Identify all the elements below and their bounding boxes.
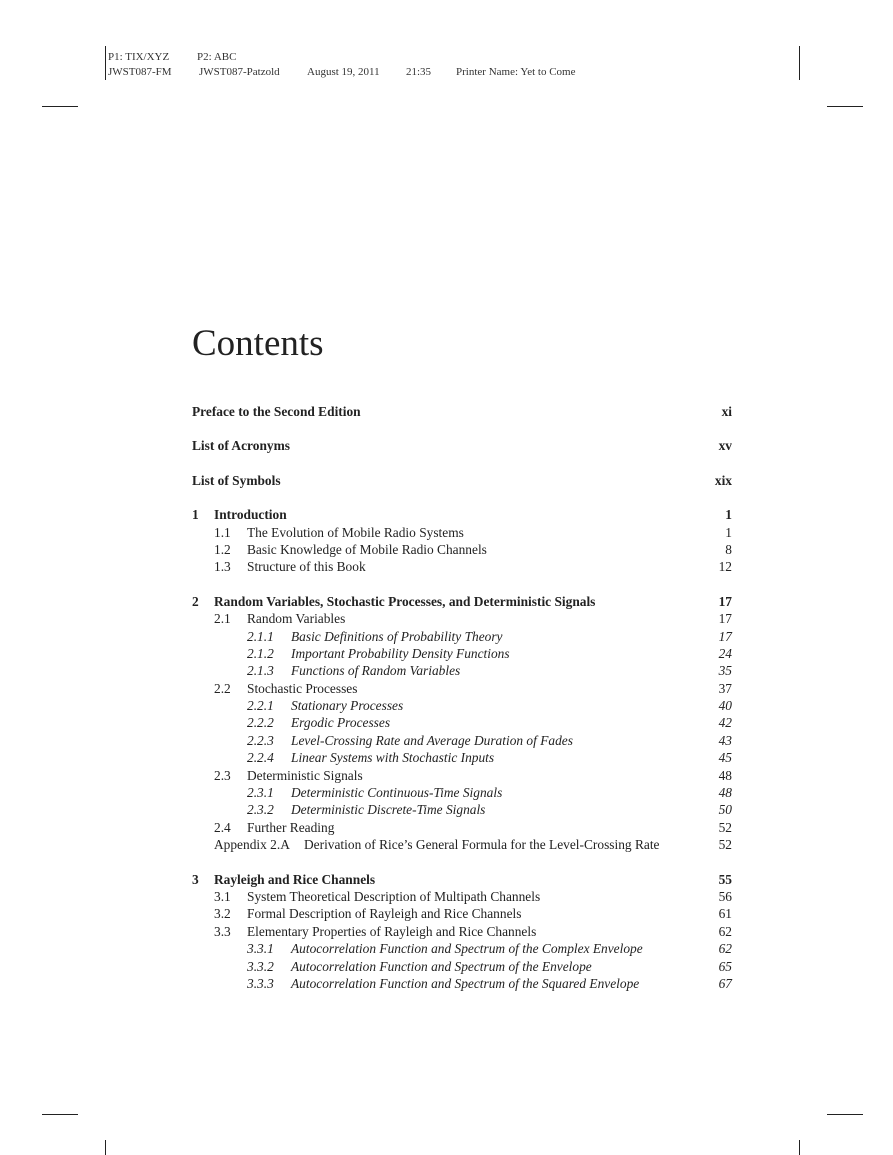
toc-subsection-number: 3.3.2 xyxy=(247,958,274,974)
toc-subsection-entry[interactable] xyxy=(192,697,732,714)
toc-entry-title: List of Symbols xyxy=(192,472,281,488)
toc-subsection-entry[interactable] xyxy=(192,958,732,975)
toc-chapter-number: 2 xyxy=(192,593,199,609)
toc-appendix-title: Derivation of Rice’s General Formula for the Level-Crossing Rate xyxy=(304,837,660,853)
toc-subsection-number: 2.3.1 xyxy=(247,785,274,801)
toc-subsection-title: Deterministic Discrete-Time Signals xyxy=(291,802,486,818)
toc-section-number: 3.3 xyxy=(214,923,231,939)
toc-page-number: 8 xyxy=(725,541,732,557)
toc-subsection-title: Level-Crossing Rate and Average Duration of Fades xyxy=(291,732,573,748)
toc-subsection-title: Autocorrelation Function and Spectrum of the Squared Envelope xyxy=(291,975,640,991)
crop-mark-bottom-left-v xyxy=(105,1140,106,1155)
print-header-row-2 xyxy=(108,65,575,80)
job-fm: JWST087-FM xyxy=(108,66,172,78)
toc-section-entry[interactable] xyxy=(192,558,732,575)
toc-page-number: 52 xyxy=(718,837,732,853)
crop-mark-top-left-h xyxy=(42,106,78,107)
toc-page-number: 1 xyxy=(725,524,732,540)
print-header-row-1 xyxy=(108,50,575,65)
toc-page-number: 48 xyxy=(718,767,732,783)
toc-section-number: 3.1 xyxy=(214,888,231,904)
toc-subsection-number: 2.2.1 xyxy=(247,698,274,714)
toc-page-number: 43 xyxy=(718,732,732,748)
toc-section-number: 2.2 xyxy=(214,680,231,696)
toc-subsection-title: Basic Definitions of Probability Theory xyxy=(291,628,503,644)
toc-section-title: Deterministic Signals xyxy=(247,767,363,783)
toc-entry-title: List of Acronyms xyxy=(192,438,290,454)
toc-subsection-title: Functions of Random Variables xyxy=(291,663,461,679)
crop-mark-bottom-left-h xyxy=(42,1114,78,1115)
toc-subsection-title: Important Probability Density Functions xyxy=(291,645,510,661)
toc-section-title: Stochastic Processes xyxy=(247,680,358,696)
crop-mark-top-right-h xyxy=(827,106,863,107)
toc-page-number: 48 xyxy=(718,785,732,801)
toc-section-entry[interactable] xyxy=(192,767,732,784)
toc-section-title: Elementary Properties of Rayleigh and Rice Channels xyxy=(247,923,537,939)
toc-subsection-number: 2.2.3 xyxy=(247,732,274,748)
toc-page-number: 17 xyxy=(718,628,732,644)
toc-subsection-number: 2.1.1 xyxy=(247,628,274,644)
toc-page-number: xi xyxy=(721,404,732,419)
toc-chapter-number: 3 xyxy=(192,871,199,887)
toc-section-entry[interactable] xyxy=(192,541,732,558)
toc-page-number: xix xyxy=(714,472,732,488)
toc-section-number: 2.4 xyxy=(214,819,231,835)
toc-subsection-entry[interactable] xyxy=(192,749,732,766)
toc-subsection-entry[interactable] xyxy=(192,645,732,662)
toc-subsection-entry[interactable] xyxy=(192,801,732,818)
toc-page-number: 67 xyxy=(718,975,732,991)
toc-chapter-title: Random Variables, Stochastic Processes, and Deterministic Signals xyxy=(214,593,596,609)
toc-subsection-number: 2.1.2 xyxy=(247,645,274,661)
printer-name: Printer Name: Yet to Come xyxy=(456,66,576,78)
print-date: August 19, 2011 xyxy=(307,66,380,78)
toc-subsection-title: Stationary Processes xyxy=(291,698,404,714)
toc-page-number: 1 xyxy=(725,507,732,523)
toc-subsection-title: Deterministic Continuous-Time Signals xyxy=(291,785,503,801)
toc-chapter-title: Rayleigh and Rice Channels xyxy=(214,871,376,887)
toc-front-entry[interactable] xyxy=(192,472,732,489)
toc-subsection-title: Autocorrelation Function and Spectrum of the Envelope xyxy=(291,958,592,974)
toc-subsection-number: 3.3.1 xyxy=(247,941,274,957)
toc-subsection-number: 2.3.2 xyxy=(247,802,274,818)
toc-section-number: 1.3 xyxy=(214,559,231,575)
toc-page-number: 65 xyxy=(718,958,732,974)
toc-section-entry[interactable] xyxy=(192,610,732,627)
toc-section-entry[interactable] xyxy=(192,888,732,905)
job-author: JWST087-Patzold xyxy=(199,66,280,78)
toc-section-number: 2.3 xyxy=(214,767,231,783)
proof-p1: P1: TIX/XYZ xyxy=(108,51,170,63)
table-of-contents xyxy=(192,403,732,992)
toc-subsection-entry[interactable] xyxy=(192,784,732,801)
toc-page-number: 12 xyxy=(718,559,732,575)
toc-section-number: 1.2 xyxy=(214,541,231,557)
toc-subsection-entry[interactable] xyxy=(192,714,732,731)
toc-section-title: Formal Description of Rayleigh and Rice Channels xyxy=(247,906,522,922)
crop-mark-top-left-v xyxy=(105,46,106,80)
toc-chapter-entry[interactable] xyxy=(192,506,732,523)
toc-section-number: 3.2 xyxy=(214,906,231,922)
toc-section-title: System Theoretical Description of Multipath Channels xyxy=(247,888,541,904)
toc-subsection-entry[interactable] xyxy=(192,975,732,992)
proof-p2: P2: ABC xyxy=(197,51,237,63)
toc-section-title: The Evolution of Mobile Radio Systems xyxy=(247,524,464,540)
toc-page-number: 56 xyxy=(718,888,732,904)
toc-page-number: 62 xyxy=(718,923,732,939)
toc-page-number: 24 xyxy=(718,645,732,661)
toc-subsection-entry[interactable] xyxy=(192,940,732,957)
toc-section-entry[interactable] xyxy=(192,524,732,541)
toc-section-number: 2.1 xyxy=(214,611,231,627)
toc-page-number: 17 xyxy=(718,593,732,609)
toc-section-title: Further Reading xyxy=(247,819,335,835)
toc-section-number: 1.1 xyxy=(214,524,231,540)
toc-front-entry[interactable] xyxy=(192,403,732,420)
toc-page-number: 55 xyxy=(718,871,732,887)
toc-page-number: 37 xyxy=(718,680,732,696)
toc-section-entry[interactable] xyxy=(192,819,732,836)
print-time: 21:35 xyxy=(406,66,432,78)
toc-chapter-entry[interactable] xyxy=(192,871,732,888)
toc-subsection-title: Autocorrelation Function and Spectrum of the Complex Envelope xyxy=(291,941,643,957)
toc-page-number: 52 xyxy=(718,819,732,835)
toc-appendix-entry[interactable] xyxy=(192,836,732,853)
crop-mark-top-right-v xyxy=(799,46,800,80)
toc-section-entry[interactable] xyxy=(192,680,732,697)
toc-subsection-entry[interactable] xyxy=(192,732,732,749)
page-title: Contents xyxy=(192,323,324,364)
toc-page-number: 62 xyxy=(718,941,732,957)
toc-front-entry[interactable] xyxy=(192,437,732,454)
crop-mark-bottom-right-h xyxy=(827,1114,863,1115)
crop-mark-bottom-right-v xyxy=(799,1140,800,1155)
toc-page-number: 35 xyxy=(718,663,732,679)
print-header xyxy=(108,50,575,80)
toc-section-title: Basic Knowledge of Mobile Radio Channels xyxy=(247,541,487,557)
toc-chapter-number: 1 xyxy=(192,507,199,523)
toc-appendix-number: Appendix 2.A xyxy=(214,837,290,853)
toc-section-entry[interactable] xyxy=(192,923,732,940)
toc-page-number: 61 xyxy=(718,906,732,922)
toc-page-number: 17 xyxy=(718,611,732,627)
toc-page-number: 42 xyxy=(718,715,732,731)
toc-page-number: xv xyxy=(718,438,732,454)
toc-subsection-entry[interactable] xyxy=(192,662,732,679)
toc-page-number: 50 xyxy=(718,802,732,818)
toc-chapter-entry[interactable] xyxy=(192,593,732,610)
toc-page-number: 45 xyxy=(718,750,732,766)
toc-subsection-number: 3.3.3 xyxy=(247,975,274,991)
toc-page-number: 40 xyxy=(718,698,732,714)
toc-section-title: Structure of this Book xyxy=(247,559,366,575)
toc-subsection-entry[interactable] xyxy=(192,628,732,645)
toc-entry-title: Preface to the Second Edition xyxy=(192,404,361,419)
toc-subsection-number: 2.1.3 xyxy=(247,663,274,679)
toc-subsection-number: 2.2.2 xyxy=(247,715,274,731)
toc-subsection-number: 2.2.4 xyxy=(247,750,274,766)
toc-section-title: Random Variables xyxy=(247,611,346,627)
toc-section-entry[interactable] xyxy=(192,905,732,922)
toc-subsection-title: Linear Systems with Stochastic Inputs xyxy=(291,750,495,766)
toc-subsection-title: Ergodic Processes xyxy=(291,715,391,731)
toc-chapter-title: Introduction xyxy=(214,507,287,523)
